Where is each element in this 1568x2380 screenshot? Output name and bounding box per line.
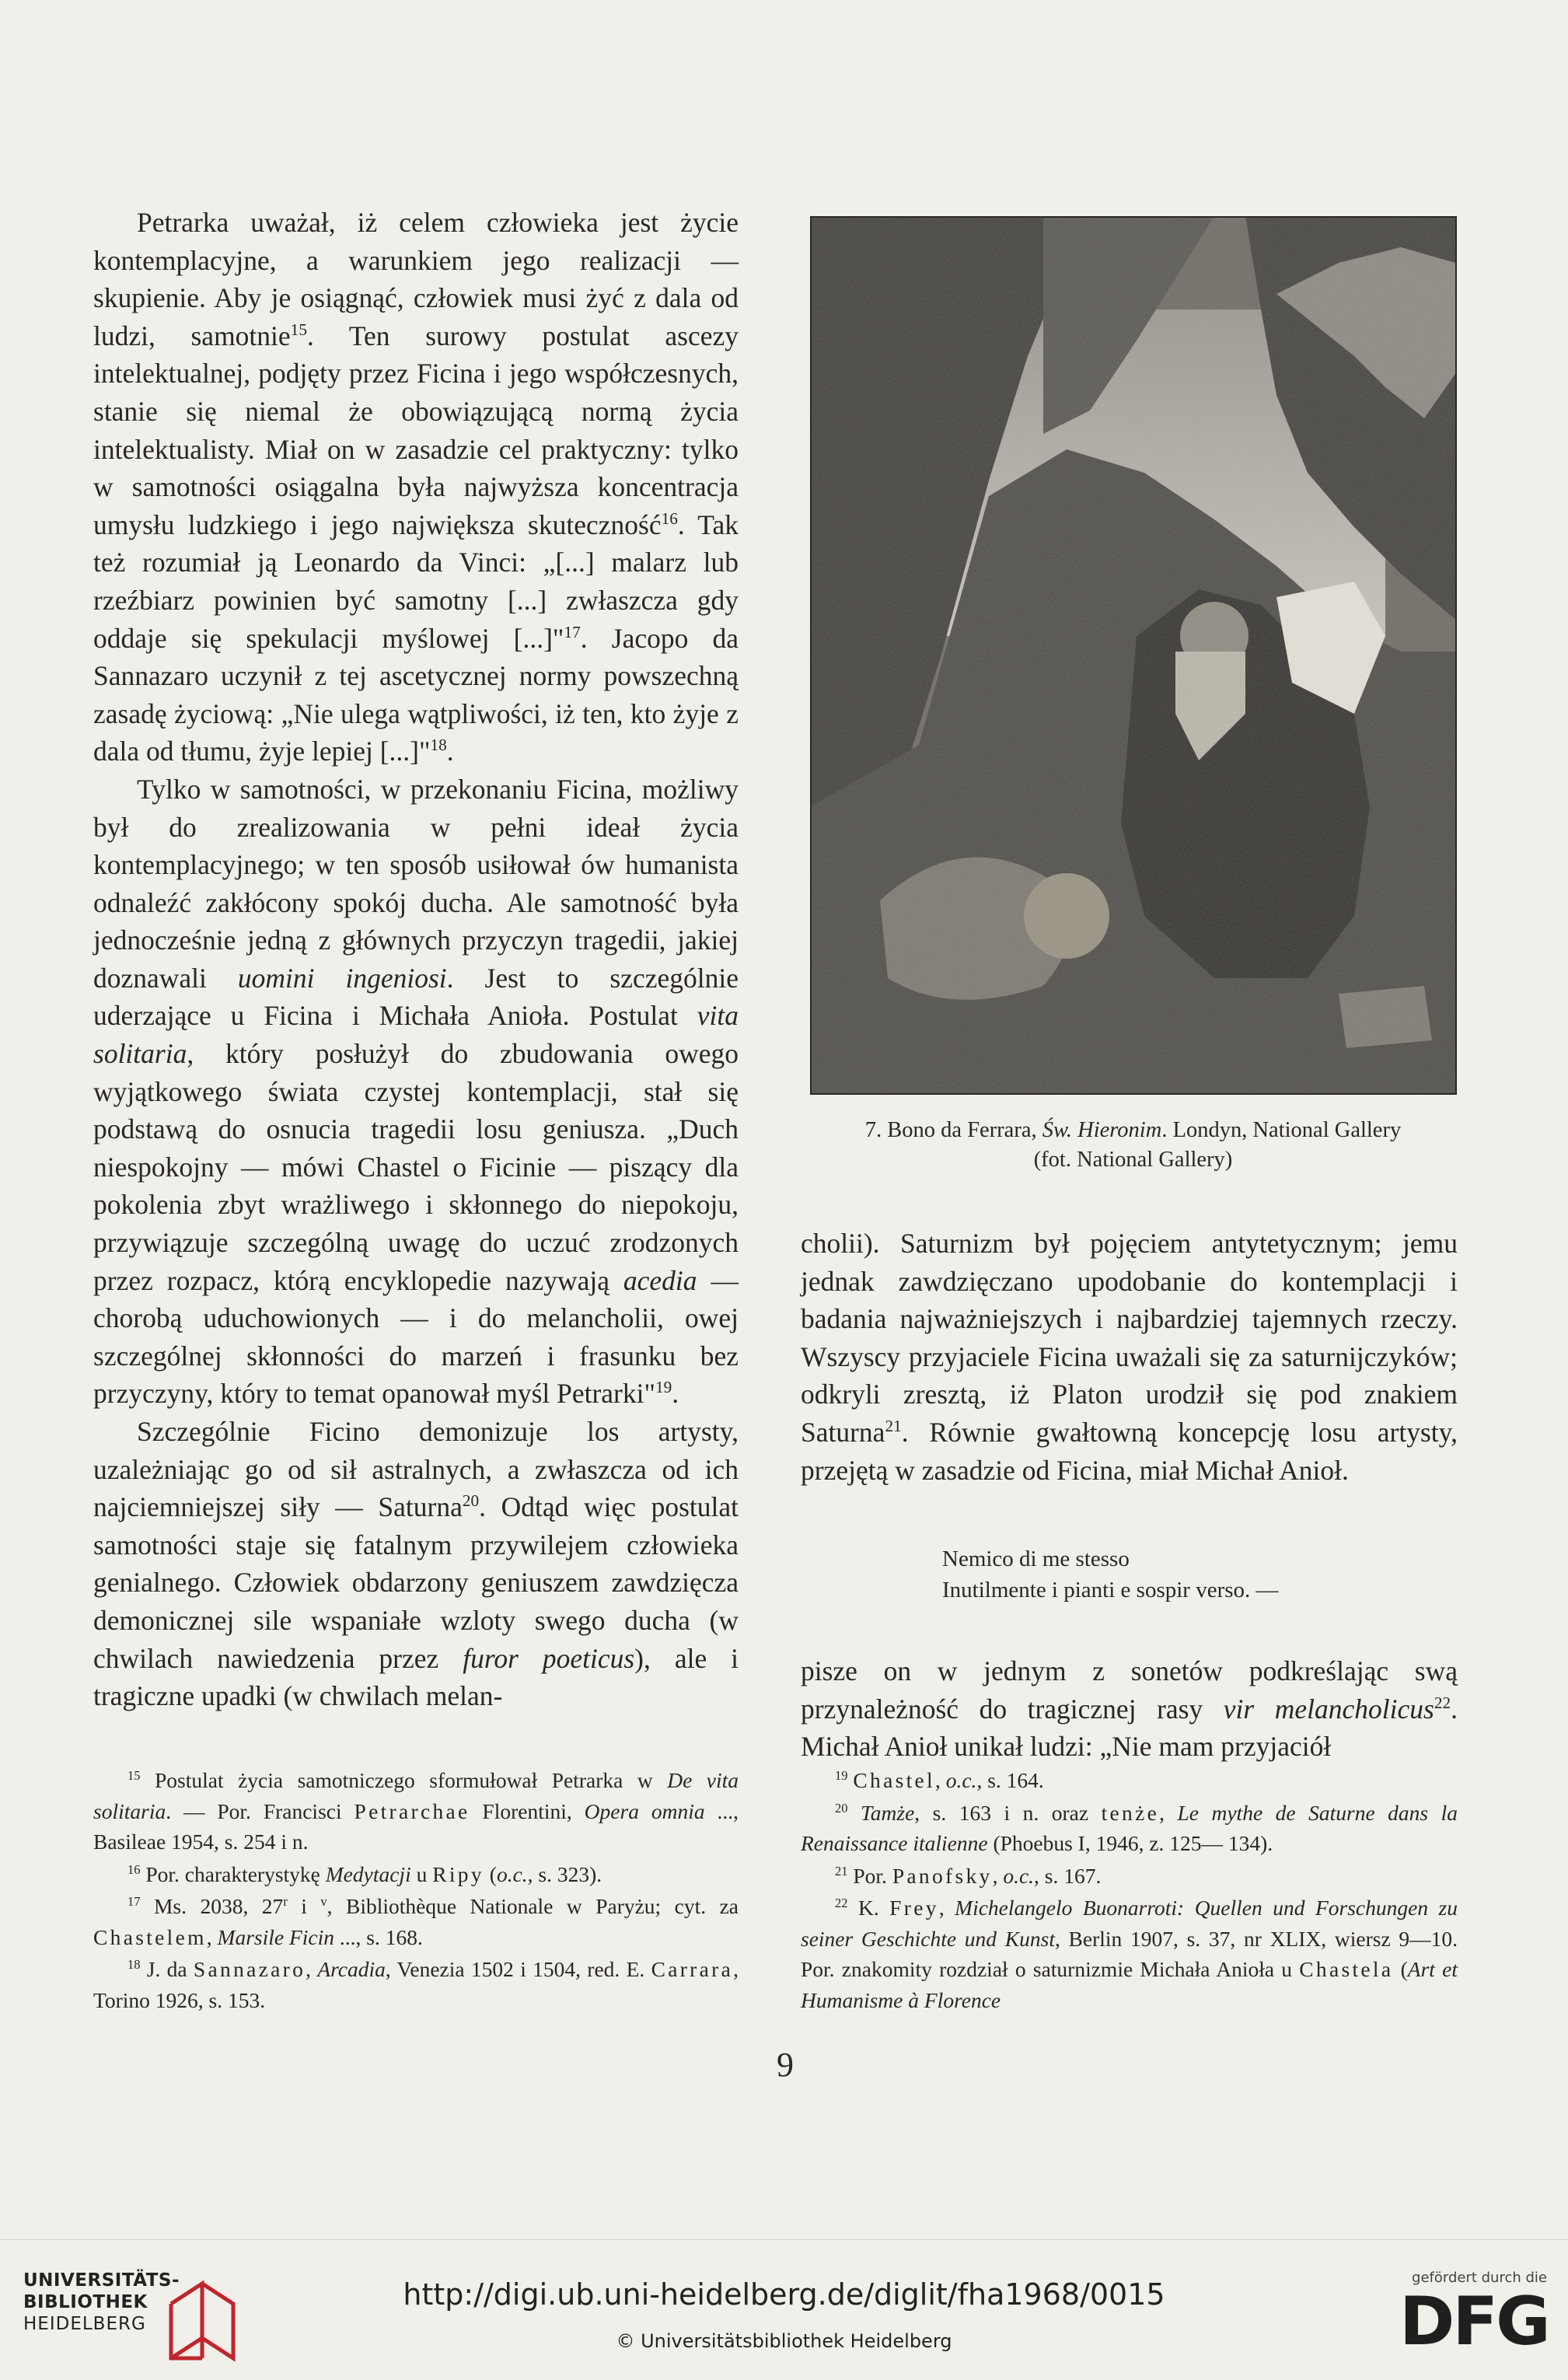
footnote-ref: 15	[127, 1767, 141, 1783]
italic-text: furor poeticus	[463, 1642, 635, 1674]
footnotes-left	[93, 1765, 739, 2017]
text-run: Chastel	[853, 1768, 935, 1792]
footnote-ref: 22	[1434, 1693, 1451, 1712]
text-run: , Bibliothèque Nationale w Paryżu; cyt. za	[327, 1894, 739, 1918]
text-run: , s. 164.	[976, 1768, 1044, 1792]
text-run: — chorobą uduchowionych — i do melancholii, owej szczególnej skłonności do marzeń i frasunku bez przyczyny, który to temat opanował myśl Petrarki"	[93, 1264, 739, 1410]
text-run: (Phoebus I, 1946, z. 125— 134).	[987, 1831, 1273, 1855]
italic-text: vita solitaria	[93, 1000, 739, 1070]
funded-by-label: gefördert durch die	[1412, 2270, 1547, 2286]
paragraph	[93, 204, 739, 771]
text-run: . Michał Anioł unikał ludzi: „Nie mam przyjaciół	[801, 1693, 1458, 1763]
paragraph	[93, 771, 739, 1413]
footnote-ref: 18	[127, 1956, 141, 1972]
paragraph	[801, 1225, 1458, 1489]
text-run: . Jest to szczególnie uderzające u Ficina i Michała Anioła. Postulat	[93, 962, 739, 1032]
text-run: Ripy	[432, 1861, 484, 1886]
italic-text: uomini ingeniosi	[237, 962, 447, 994]
italic-text: Michelangelo Buonarroti: Quellen und Forschungen zu seiner Geschichte und Kunst	[801, 1896, 1458, 1951]
text-run: u	[410, 1861, 433, 1886]
right-text-column-top	[801, 1225, 1458, 1489]
text-run: ..., s. 168.	[334, 1924, 423, 1949]
footnote-ref: 18	[430, 736, 447, 755]
text-run	[848, 1801, 861, 1825]
text-run: , s. 163 i n. oraz	[914, 1800, 1102, 1825]
footnote-ref: 20	[462, 1491, 480, 1511]
text-run: (	[484, 1861, 497, 1886]
text-run: ,	[938, 1896, 955, 1920]
text-run: , Venezia 1502 i 1504, red. E.	[385, 1957, 651, 1981]
text-run: cholii). Saturnizm był pojęciem antytetycznym; jemu jednak zawdzięczano upodobanie do kontemplacji i badania najważniejszych i najbardziej tajemnych rzeczy. Wszyscy przyjaciele Ficina uważali się za saturnijczyków; odkryli zresztą, iż Platon urodził się pod znakiem Saturna	[801, 1228, 1458, 1448]
footnote-ref: 16	[661, 509, 678, 528]
italic-text: o.c.	[496, 1861, 528, 1886]
text-run: Por. charakterystykę	[140, 1861, 326, 1886]
italic-text: De vita solitaria	[93, 1768, 739, 1823]
text-run: (	[1393, 1957, 1408, 1981]
text-run: Chastela	[1299, 1957, 1394, 1981]
dfg-logo: DFG	[1399, 2283, 1549, 2361]
text-run: Ms. 2038, 27	[140, 1894, 284, 1918]
text-run: ,	[206, 1924, 218, 1949]
italic-text: o.c.	[945, 1768, 977, 1792]
text-run: Por.	[847, 1863, 892, 1888]
text-run: Petrarka uważał, iż celem człowieka jest życie kontemplacyjne, a warunkiem jego realizacji — skupienie. Aby je osiągnąć, człowiek musi żyć z dala od ludzi, samotnie	[93, 207, 739, 351]
text-run: Florentini,	[470, 1798, 585, 1823]
text-run: Petrarchae	[354, 1798, 470, 1823]
footnote-ref: 15	[290, 320, 307, 339]
text-run: .	[672, 1378, 679, 1410]
text-run: Sannazaro	[193, 1957, 306, 1981]
footnote-ref: v	[320, 1893, 327, 1909]
text-run: Panofsky	[892, 1863, 993, 1888]
caption-photo-credit: (fot. National Gallery)	[1033, 1148, 1233, 1172]
text-run: . Londyn, National Gallery	[1161, 1118, 1402, 1142]
footnote-ref: 20	[835, 1800, 848, 1816]
figure-caption	[801, 1116, 1465, 1175]
italic-text: acedia	[623, 1264, 697, 1296]
footnote	[801, 1798, 1458, 1859]
text-run: ), ale i tragiczne upadki (w chwilach melan-	[93, 1642, 739, 1712]
library-line: HEIDELBERG	[23, 2314, 146, 2334]
text-run: . Ten surowy postulat ascezy intelektualnej, podjęty przez Ficina i jego współczesnych, stanie się niemal że obowiązującą normą życia intelektualisty. Miał on w zasadzie cel praktyczny: tylko w samotności osiągalna była najwyższa koncentracja umysłu ludzkiego i jego największa skuteczność	[93, 320, 739, 540]
italic-text: Św. Hieronim	[1042, 1118, 1162, 1142]
text-run: Tylko w samotności, w przekonaniu Ficina, możliwy był do zrealizowania w pełni ideał życia kontemplacyjnego; w ten sposób usiłował ów humanista odnaleźć zakłócony spokój ducha. Ale samotność była jednocześnie jedną z głównych przyczyn tragedii, jakiej doznawali	[93, 773, 739, 994]
document-url-link[interactable]: http://digi.ub.uni-heidelberg.de/diglit/fha1968/0015	[403, 2277, 1165, 2312]
text-run: . Równie gwałtowną koncepcję losu artysty, przejętą w zasadzie od Ficina, miał Michał Anioł.	[801, 1416, 1458, 1486]
text-run: ,	[992, 1863, 1004, 1888]
text-run: tenże	[1101, 1800, 1160, 1825]
footnote-ref: 19	[835, 1767, 848, 1783]
text-run: , Berlin 1907, s. 37, nr XLIX, wiersz 9—10. Por. znakomity rozdział o saturnizmie Michała Anioła u	[801, 1926, 1458, 1981]
text-run: pisze on w jednym z sonetów podkreślając swą przynależność do tragicznej rasy	[801, 1655, 1458, 1725]
footnote-ref: 16	[127, 1861, 141, 1877]
text-run: . Jacopo da Sannazaro uczynił z tej ascetycznej normy powszechną zasadę życiową: „Nie ulega wątpliwości, iż ten, kto żyje z dala od tłumu, żyje lepiej [...]"	[93, 622, 739, 767]
verse-line: Inutilmente i pianti e sospir verso. —	[942, 1578, 1279, 1602]
footnote-ref: 21	[885, 1417, 902, 1436]
italic-text: Tamże	[861, 1800, 915, 1825]
footnote	[93, 1859, 739, 1890]
painting-st-jerome-image	[810, 216, 1457, 1095]
italic-text: Arcadia	[317, 1957, 386, 1981]
text-run: Szczególnie Ficino demonizuje los artysty, uzależniając go od sił astralnych, a zwłaszcza od ich najciemniejszej siły — Saturna	[93, 1416, 739, 1523]
footnote	[93, 1954, 739, 2015]
text-run: .	[446, 736, 454, 767]
verse-line: Nemico di me stesso	[942, 1546, 1130, 1571]
text-run: Postulat życia samotniczego sformułował Petrarka w	[140, 1768, 668, 1792]
italic-text: Le mythe de Saturne dans la Renaissance italienne	[801, 1800, 1458, 1855]
footnote-ref: 17	[127, 1893, 141, 1909]
text-run: . — Por. Francisci	[166, 1798, 354, 1823]
text-run: , Torino 1926, s. 153.	[93, 1957, 739, 2012]
text-run: ,	[1159, 1800, 1178, 1825]
text-run: ,	[934, 1768, 946, 1792]
text-run: Frey	[889, 1896, 939, 1920]
text-run: . Tak też rozumiał ją Leonardo da Vinci: „[...] malarz lub rzeźbiarz powinien być samotny [...] zwłaszcza gdy oddaje się spekulacji myślowej [...]"	[93, 509, 739, 654]
text-run: K.	[847, 1896, 890, 1920]
italic-text: Medytacji	[325, 1861, 411, 1886]
right-text-column-bottom	[801, 1652, 1458, 1766]
italic-text: vir melancholicus	[1223, 1693, 1434, 1725]
footnote	[801, 1765, 1458, 1796]
footnote	[93, 1765, 739, 1858]
library-line: BIBLIOTHEK	[23, 2292, 148, 2312]
text-run: J. da	[140, 1957, 194, 1981]
footnote-ref: 21	[835, 1863, 848, 1878]
paragraph	[801, 1652, 1458, 1766]
text-run: Carrara	[651, 1957, 734, 1981]
left-text-column	[93, 204, 739, 1715]
footnotes-right	[801, 1765, 1458, 2017]
italic-text: Marsile Ficin	[217, 1924, 335, 1949]
text-run: , s. 167.	[1034, 1863, 1102, 1888]
text-run: 7. Bono da Ferrara,	[864, 1118, 1042, 1142]
copyright-notice: © Universitätsbibliothek Heidelberg	[616, 2330, 952, 2352]
footer-bar	[0, 2239, 1568, 2380]
italic-text: Opera omnia	[584, 1798, 705, 1823]
footnote	[93, 1891, 739, 1952]
footnote-ref: r	[283, 1893, 288, 1909]
text-run: i	[287, 1894, 321, 1918]
text-run: Chastelem	[93, 1924, 207, 1949]
footnote-ref: 22	[835, 1895, 848, 1910]
text-run: ,	[306, 1957, 318, 1981]
sonnet-quote	[942, 1543, 1279, 1606]
page-number: 9	[777, 2046, 794, 2084]
footnote-ref: 19	[655, 1378, 672, 1397]
italic-text: o.c.	[1003, 1863, 1035, 1888]
dfg-funding	[1399, 2270, 1549, 2361]
text-run: , który posłużył do zbudowania owego wyjątkowego świata czystej kontemplacji, stał się podstawą do osnucia tragedii losu geniusza. „Duch niespokojny — mówi Chastel o Ficinie — piszący dla pokolenia zbyt wrażliwego i skłonnego do niepokoju, przywiązuje szczególną uwagę do uczuć zrodzonych przez rozpacz, którą encyklopedie nazywają	[93, 1038, 739, 1296]
text-run: . Odtąd więc postulat samotności staje się fatalnym przywilejem człowieka genialnego. Człowiek obdarzony geniuszem zawdzięcza demonicznej sile wspaniałe wzloty swego ducha (w chwilach nawiedzenia przez	[93, 1491, 739, 1674]
text-run: ..., Basileae 1954, s. 254 i n.	[93, 1798, 739, 1854]
caption-title	[801, 1116, 1465, 1145]
library-line: UNIVERSITÄTS-	[23, 2270, 180, 2291]
footnote-ref: 17	[564, 622, 581, 641]
footnote	[801, 1892, 1458, 2015]
paragraph	[93, 1413, 739, 1715]
text-run: , s. 323).	[527, 1861, 602, 1886]
footnote	[801, 1861, 1458, 1892]
italic-text: Art et Humanisme à Florence	[801, 1957, 1458, 2012]
